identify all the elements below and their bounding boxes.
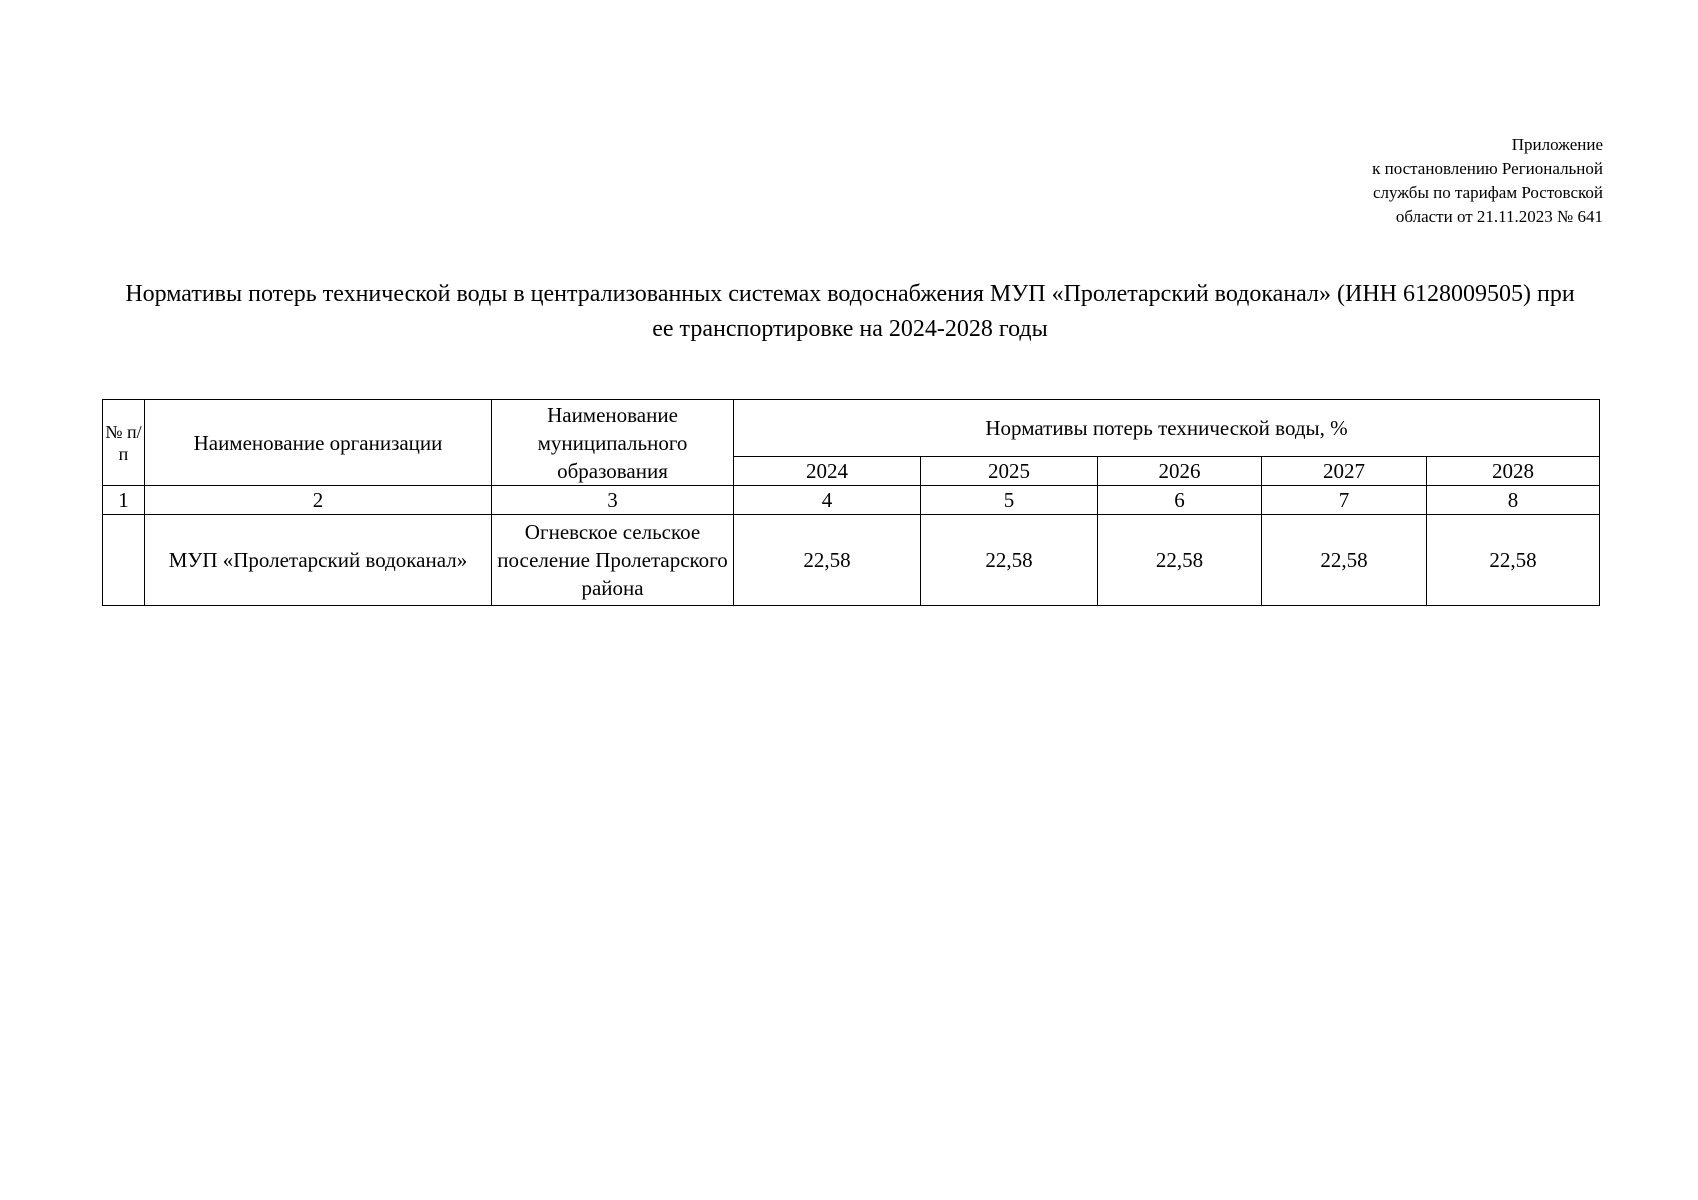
row-value-cell: 22,58 — [1262, 515, 1427, 606]
table-row — [103, 515, 1600, 606]
header-year: 2024 — [734, 457, 921, 486]
document-title: Нормативы потерь технической воды в централизованных системах водоснабжения МУП «Пролетарский водоканал» (ИНН 6128009505) при ее транспортировке на 2024-2028 годы — [125, 281, 1575, 342]
header-year: 2027 — [1262, 457, 1427, 486]
row-num-cell — [103, 515, 145, 606]
column-number: 2 — [145, 486, 492, 515]
header-organization: Наименование организации — [145, 400, 492, 486]
header-year: 2026 — [1098, 457, 1262, 486]
row-value-cell: 22,58 — [1427, 515, 1600, 606]
column-numbers-row — [103, 486, 1600, 515]
row-value-cell: 22,58 — [1098, 515, 1262, 606]
norms-table — [102, 399, 1600, 606]
header-num: № п/п — [103, 400, 145, 486]
appendix-line: Приложение — [1511, 135, 1603, 154]
column-number: 7 — [1262, 486, 1427, 515]
header-row — [103, 400, 1600, 457]
row-municipality-cell: Огневское сельское поселение Пролетарского района — [492, 515, 734, 606]
column-number: 3 — [492, 486, 734, 515]
appendix-block — [1143, 133, 1603, 229]
appendix-line: области от 21.11.2023 № 641 — [1395, 207, 1603, 226]
header-municipality: Наименование муниципального образования — [492, 400, 734, 486]
row-value-cell: 22,58 — [734, 515, 921, 606]
appendix-line: к постановлению Региональной — [1372, 159, 1603, 178]
header-year: 2028 — [1427, 457, 1600, 486]
column-number: 6 — [1098, 486, 1262, 515]
column-number: 1 — [103, 486, 145, 515]
header-norms-group: Нормативы потерь технической воды, % — [734, 400, 1600, 457]
column-number: 8 — [1427, 486, 1600, 515]
header-year: 2025 — [921, 457, 1098, 486]
column-number: 4 — [734, 486, 921, 515]
row-organization-cell: МУП «Пролетарский водоканал» — [145, 515, 492, 606]
row-value-cell: 22,58 — [921, 515, 1098, 606]
appendix-line: службы по тарифам Ростовской — [1372, 183, 1603, 202]
column-number: 5 — [921, 486, 1098, 515]
